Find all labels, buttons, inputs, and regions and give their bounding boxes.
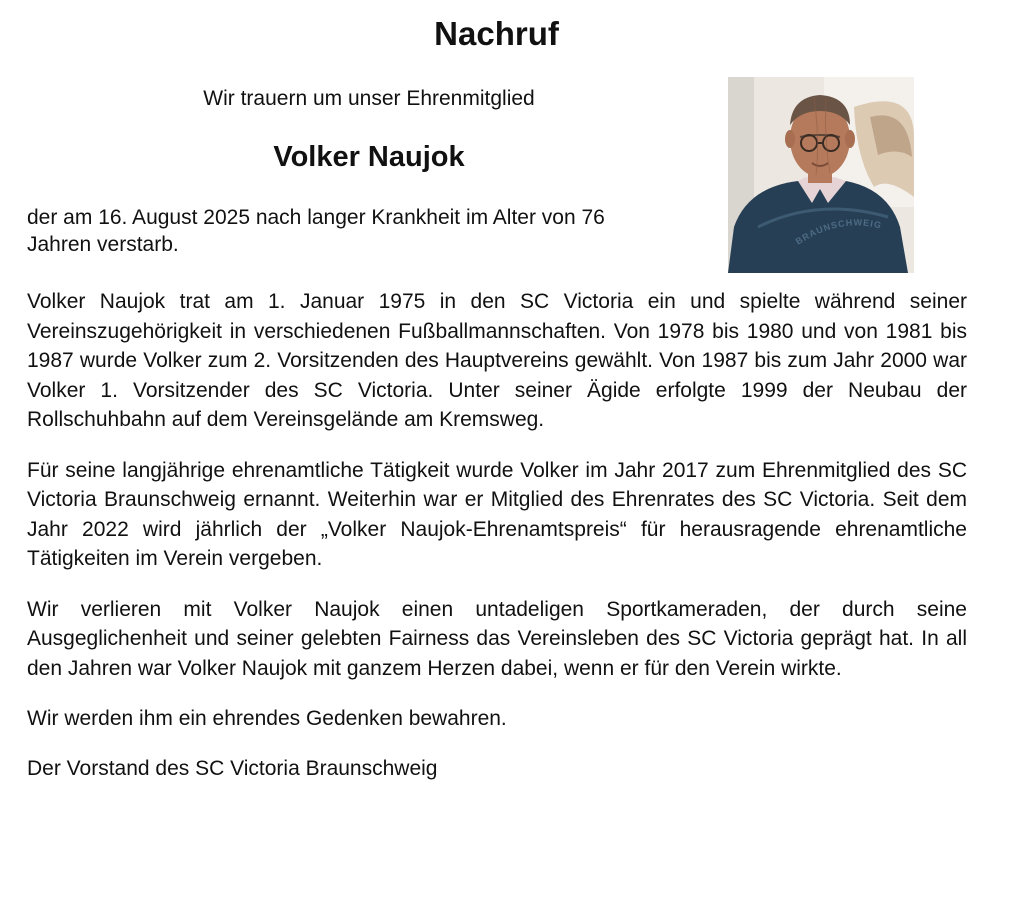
- deceased-name: Volker Naujok: [273, 141, 465, 173]
- death-notice: der am 16. August 2025 nach langer Krankheit im Alter von 76 Jahren verstarb.: [27, 206, 605, 256]
- obituary-body: [27, 287, 967, 803]
- signature-line: Der Vorstand des SC Victoria Braunschweig: [27, 756, 438, 780]
- page-title: Nachruf: [434, 15, 559, 52]
- portrait-photo: [728, 77, 914, 273]
- intro-line: Wir trauern um unser Ehrenmitglied: [203, 87, 535, 110]
- paragraph-tribute: Wir verlieren mit Volker Naujok einen untadeligen Sportkameraden, der durch seine Ausgeglichenheit und seiner gelebten Fairness das Vereinsleben des SC Victoria geprägt hat. In all den Jahren war Volker Naujok mit ganzem Herzen dabei, wenn er für den Verein wirkte.: [27, 597, 967, 680]
- paragraph-honors: Für seine langjährige ehrenamtliche Tätigkeit wurde Volker im Jahr 2017 zum Ehrenmitglied des SC Victoria Braunschweig ernannt. Weiterhin war er Mitglied des Ehrenrates des SC Victoria. Seit dem Jahr 2022 wird jährlich der „Volker Naujok-Ehrenamtspreis“ für herausragende ehrenamtliche Tätigkeiten im Verein vergeben.: [27, 458, 967, 570]
- sweater-lettering: BRAUNSCHWEIG: [793, 217, 883, 247]
- portrait-illustration: [728, 77, 914, 273]
- closing-line: Wir werden ihm ein ehrendes Gedenken bewahren.: [27, 707, 507, 730]
- paragraph-membership: Volker Naujok trat am 1. Januar 1975 in den SC Victoria ein und spielte während seiner Vereinszugehörigkeit in verschiedenen Fußballmannschaften. Von 1978 bis 1980 und von 1981 bis 1987 wurde Volker zum 2. Vorsitzenden des Hauptvereins gewählt. Von 1987 bis zum Jahr 2000 war Volker 1. Vorsitzender des SC Victoria. Unter seiner Ägide erfolgte 1999 der Neubau der Rollschuhbahn auf dem Vereinsgelände am Kremsweg.: [27, 290, 967, 431]
